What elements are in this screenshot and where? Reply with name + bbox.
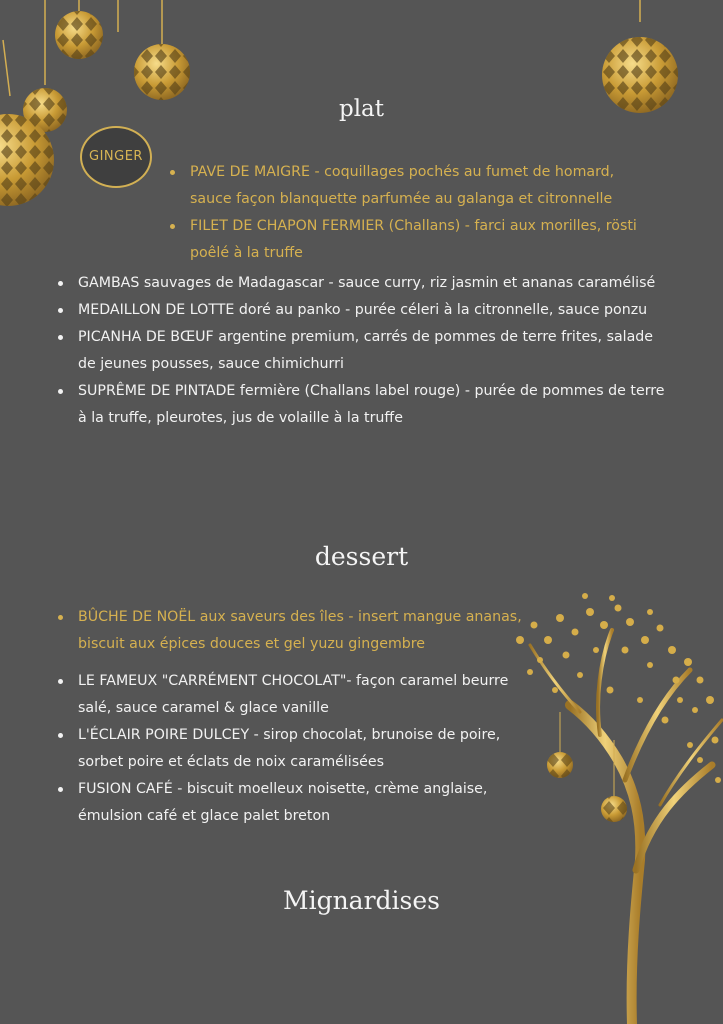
- menu-item-pave-de-maigre: PAVE DE MAIGRE - coquillages pochés au fumet de homard, sauce façon blanquette parfumée au galanga et citronnelle: [168, 159, 658, 213]
- plat-list-gold: [168, 159, 658, 267]
- plat-list: [56, 270, 671, 432]
- menu-item-medaillon-de-lotte: MEDAILLON DE LOTTE doré au panko - purée céleri à la citronnelle, sauce ponzu: [56, 297, 671, 324]
- menu-item-eclair-poire-dulcey: L'ÉCLAIR POIRE DULCEY - sirop chocolat, brunoise de poire, sorbet poire et éclats de noix caramélisées: [56, 722, 516, 776]
- menu-item-fusion-cafe: FUSION CAFÉ - biscuit moelleux noisette, crème anglaise, émulsion café et glace palet breton: [56, 776, 516, 830]
- menu-item-carrement-chocolat: LE FAMEUX "CARRÉMENT CHOCOLAT"- façon caramel beurre salé, sauce caramel & glace vanille: [56, 668, 516, 722]
- menu-item-supreme-de-pintade: SUPRÊME DE PINTADE fermière (Challans label rouge) - purée de pommes de terre à la truffe, pleurotes, jus de volaille à la truffe: [56, 378, 671, 432]
- menu-item-buche-de-noel: BÛCHE DE NOËL aux saveurs des îles - insert mangue ananas, biscuit aux épices douces et gel yuzu gingembre: [56, 604, 556, 658]
- dessert-list-gold: [56, 604, 556, 658]
- ginger-logo: [80, 126, 152, 188]
- ornament-ball-3: [134, 44, 190, 100]
- menu-item-gambas: GAMBAS sauvages de Madagascar - sauce curry, riz jasmin et ananas caramélisé: [56, 270, 671, 297]
- dessert-title: dessert: [314, 542, 409, 571]
- ornament-ball-1: [55, 11, 103, 59]
- menu-item-picanha-de-boeuf: PICANHA DE BŒUF argentine premium, carrés de pommes de terre frites, salade de jeunes pousses, sauce chimichurri: [56, 324, 671, 378]
- dessert-list: [56, 668, 516, 830]
- plat-title: plat: [338, 96, 385, 122]
- mignardises-title: Mignardises: [282, 886, 440, 915]
- menu-item-filet-de-chapon: FILET DE CHAPON FERMIER (Challans) - farci aux morilles, rösti poêlé à la truffe: [168, 213, 658, 267]
- ginger-logo-text: GINGER: [89, 149, 143, 164]
